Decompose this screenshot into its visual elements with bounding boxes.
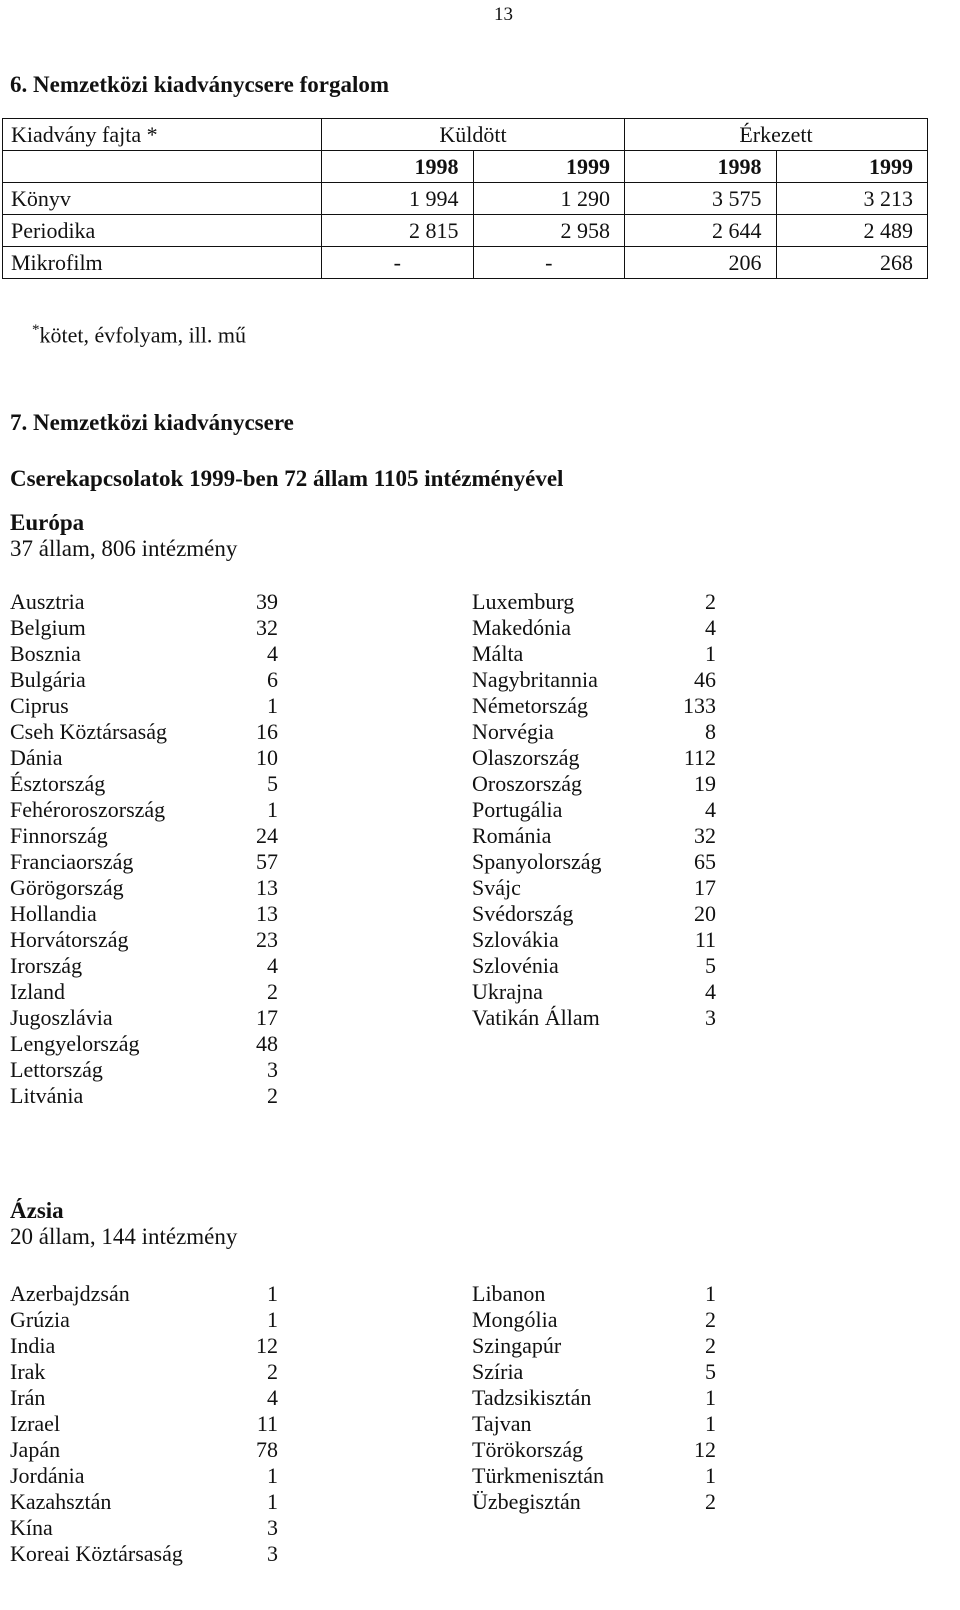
institution-count: 2 — [705, 1333, 716, 1358]
country-name: Oroszország — [472, 771, 582, 796]
country-name: Jordánia — [10, 1463, 85, 1488]
list-item — [472, 1333, 716, 1359]
cell-value: 2 489 — [776, 215, 928, 247]
institution-count: 39 — [256, 589, 278, 614]
year-header: 1999 — [776, 151, 928, 183]
cell-value: 268 — [776, 247, 928, 279]
list-item — [472, 589, 716, 615]
asia-country-list-left — [10, 1281, 278, 1567]
country-name: Kína — [10, 1515, 53, 1540]
list-item — [472, 797, 716, 823]
row-label: Periodika — [3, 215, 322, 247]
institution-count: 1 — [267, 1281, 278, 1306]
institution-count: 1 — [267, 1307, 278, 1332]
asia-title: Ázsia — [10, 1198, 64, 1223]
header-publication-type: Kiadvány fajta * — [3, 119, 322, 151]
europe-country-list-right — [472, 589, 716, 1031]
institution-count: 16 — [256, 719, 278, 744]
list-item — [472, 953, 716, 979]
list-item — [10, 1031, 278, 1057]
country-name: Litvánia — [10, 1083, 84, 1108]
table-row — [3, 215, 928, 247]
country-name: Málta — [472, 641, 524, 666]
country-name: Ukrajna — [472, 979, 543, 1004]
country-name: Jugoszlávia — [10, 1005, 113, 1030]
country-name: Mongólia — [472, 1307, 558, 1332]
list-item — [472, 1005, 716, 1031]
institution-count: 17 — [694, 875, 716, 900]
country-name: Portugália — [472, 797, 563, 822]
cell-value: 2 815 — [322, 215, 474, 247]
europe-title: Európa — [10, 510, 85, 535]
country-name: Románia — [472, 823, 552, 848]
country-name: Lengyelország — [10, 1031, 140, 1056]
country-name: Grúzia — [10, 1307, 70, 1332]
header-received: Érkezett — [625, 119, 928, 151]
institution-count: 2 — [705, 1307, 716, 1332]
country-name: Azerbajdzsán — [10, 1281, 130, 1306]
institution-count: 11 — [694, 927, 716, 952]
institution-count: 48 — [256, 1031, 278, 1056]
list-item — [10, 1005, 278, 1031]
europe-summary: 37 állam, 806 intézmény — [10, 536, 238, 561]
institution-count: 32 — [256, 615, 278, 640]
year-header: 1999 — [473, 151, 625, 183]
country-name: India — [10, 1333, 56, 1358]
list-item — [472, 745, 716, 771]
list-item — [10, 1411, 278, 1437]
country-name: Kazahsztán — [10, 1489, 112, 1514]
list-item — [10, 719, 278, 745]
list-item — [10, 667, 278, 693]
institution-count: 112 — [683, 745, 716, 770]
list-item — [10, 953, 278, 979]
list-item — [10, 979, 278, 1005]
institution-count: 57 — [256, 849, 278, 874]
institution-count: 3 — [267, 1057, 278, 1082]
year-header: 1998 — [322, 151, 474, 183]
institution-count: 19 — [694, 771, 716, 796]
institution-count: 2 — [267, 1083, 278, 1108]
cell-value: - — [322, 247, 474, 279]
list-item — [472, 615, 716, 641]
country-name: Németország — [472, 693, 589, 718]
header-sent: Küldött — [322, 119, 625, 151]
institution-count: 1 — [705, 1385, 716, 1410]
list-item — [10, 1541, 278, 1567]
list-item — [10, 1489, 278, 1515]
table-row — [3, 183, 928, 215]
institution-count: 46 — [694, 667, 716, 692]
section-6-title: 6. Nemzetközi kiadványcsere forgalom — [10, 72, 389, 97]
exchange-traffic-table — [2, 118, 928, 279]
section-7-subtitle: Cserekapcsolatok 1999-ben 72 állam 1105 intézményével — [10, 466, 564, 491]
institution-count: 17 — [256, 1005, 278, 1030]
table-header-row — [3, 119, 928, 151]
country-name: Olaszország — [472, 745, 580, 770]
cell-value: 3 575 — [625, 183, 777, 215]
list-item — [10, 1385, 278, 1411]
institution-count: 5 — [705, 1359, 716, 1384]
table-footnote — [32, 322, 246, 348]
country-name: Izrael — [10, 1411, 61, 1436]
institution-count: 2 — [705, 1489, 716, 1514]
list-item — [472, 1437, 716, 1463]
list-item — [10, 849, 278, 875]
institution-count: 65 — [694, 849, 716, 874]
country-name: Szlovénia — [472, 953, 559, 978]
europe-country-list-left — [10, 589, 278, 1109]
institution-count: 133 — [683, 693, 716, 718]
list-item — [10, 797, 278, 823]
list-item — [472, 719, 716, 745]
country-name: Irán — [10, 1385, 46, 1410]
country-name: Görögország — [10, 875, 124, 900]
footnote-text: kötet, évfolyam, ill. mű — [39, 322, 247, 348]
country-name: Cseh Köztársaság — [10, 719, 168, 744]
country-name: Libanon — [472, 1281, 546, 1306]
table-row — [3, 247, 928, 279]
year-row-empty — [3, 151, 322, 183]
country-name: Luxemburg — [472, 589, 575, 614]
institution-count: 2 — [705, 589, 716, 614]
institution-count: 4 — [267, 641, 278, 666]
list-item — [472, 875, 716, 901]
list-item — [10, 1515, 278, 1541]
country-name: Svédország — [472, 901, 574, 926]
country-name: Franciaország — [10, 849, 134, 874]
institution-count: 6 — [267, 667, 278, 692]
institution-count: 12 — [256, 1333, 278, 1358]
country-name: Belgium — [10, 615, 86, 640]
list-item — [472, 693, 716, 719]
institution-count: 3 — [267, 1515, 278, 1540]
institution-count: 1 — [705, 641, 716, 666]
institution-count: 1 — [267, 1489, 278, 1514]
institution-count: 3 — [267, 1541, 278, 1566]
country-name: Makedónia — [472, 615, 571, 640]
list-item — [472, 771, 716, 797]
country-name: Ciprus — [10, 693, 69, 718]
institution-count: 24 — [256, 823, 278, 848]
institution-count: 1 — [267, 797, 278, 822]
institution-count: 4 — [705, 979, 716, 1004]
country-name: Hollandia — [10, 901, 97, 926]
country-name: Lettország — [10, 1057, 103, 1082]
cell-value: 1 994 — [322, 183, 474, 215]
row-label: Könyv — [3, 183, 322, 215]
institution-count: 2 — [267, 1359, 278, 1384]
institution-count: 5 — [705, 953, 716, 978]
list-item — [10, 927, 278, 953]
country-name: Ausztria — [10, 589, 85, 614]
list-item — [10, 693, 278, 719]
list-item — [472, 1281, 716, 1307]
institution-count: 78 — [256, 1437, 278, 1462]
country-name: Irország — [10, 953, 83, 978]
institution-count: 4 — [267, 1385, 278, 1410]
list-item — [10, 1307, 278, 1333]
list-item — [10, 875, 278, 901]
institution-count: 32 — [694, 823, 716, 848]
institution-count: 10 — [256, 745, 278, 770]
list-item — [10, 901, 278, 927]
page-number: 13 — [494, 4, 513, 25]
list-item — [10, 771, 278, 797]
country-name: Izland — [10, 979, 65, 1004]
institution-count: 4 — [267, 953, 278, 978]
institution-count: 20 — [694, 901, 716, 926]
country-name: Üzbegisztán — [472, 1489, 581, 1514]
list-item — [472, 1359, 716, 1385]
list-item — [472, 641, 716, 667]
institution-count: 12 — [694, 1437, 716, 1462]
country-name: Szingapúr — [472, 1333, 562, 1358]
institution-count: 1 — [267, 693, 278, 718]
institution-count: 1 — [705, 1463, 716, 1488]
list-item — [10, 823, 278, 849]
asia-country-list-right — [472, 1281, 716, 1515]
section-7-title: 7. Nemzetközi kiadványcsere — [10, 410, 294, 435]
list-item — [10, 1057, 278, 1083]
institution-count: 4 — [705, 797, 716, 822]
list-item — [472, 1489, 716, 1515]
country-name: Koreai Köztársaság — [10, 1541, 183, 1566]
country-name: Bulgária — [10, 667, 86, 692]
list-item — [472, 823, 716, 849]
list-item — [10, 1359, 278, 1385]
institution-count: 8 — [705, 719, 716, 744]
list-item — [10, 589, 278, 615]
list-item — [10, 615, 278, 641]
country-name: Bosznia — [10, 641, 81, 666]
institution-count: 4 — [705, 615, 716, 640]
list-item — [472, 1385, 716, 1411]
country-name: Nagybritannia — [472, 667, 598, 692]
cell-value: 3 213 — [776, 183, 928, 215]
cell-value: 206 — [625, 247, 777, 279]
institution-count: 1 — [267, 1463, 278, 1488]
country-name: Vatikán Állam — [472, 1005, 600, 1030]
list-item — [472, 1411, 716, 1437]
institution-count: 23 — [256, 927, 278, 952]
table-years-row — [3, 151, 928, 183]
country-name: Türkmenisztán — [472, 1463, 604, 1488]
cell-value: 2 644 — [625, 215, 777, 247]
country-name: Norvégia — [472, 719, 554, 744]
country-name: Tadzsikisztán — [472, 1385, 592, 1410]
row-label: Mikrofilm — [3, 247, 322, 279]
list-item — [10, 1083, 278, 1109]
list-item — [472, 927, 716, 953]
institution-count: 1 — [705, 1281, 716, 1306]
institution-count: 3 — [705, 1005, 716, 1030]
list-item — [10, 1281, 278, 1307]
country-name: Szlovákia — [472, 927, 559, 952]
country-name: Tajvan — [472, 1411, 532, 1436]
list-item — [10, 641, 278, 667]
country-name: Horvátország — [10, 927, 129, 952]
list-item — [472, 979, 716, 1005]
list-item — [472, 667, 716, 693]
institution-count: 1 — [705, 1411, 716, 1436]
country-name: Szíria — [472, 1359, 524, 1384]
cell-value: 1 290 — [473, 183, 625, 215]
asia-summary: 20 állam, 144 intézmény — [10, 1224, 238, 1249]
country-name: Svájc — [472, 875, 521, 900]
country-name: Fehéroroszország — [10, 797, 166, 822]
country-name: Irak — [10, 1359, 46, 1384]
country-name: Spanyolország — [472, 849, 602, 874]
list-item — [472, 849, 716, 875]
footnote-mark: * — [32, 322, 40, 338]
list-item — [472, 1463, 716, 1489]
cell-value: - — [473, 247, 625, 279]
list-item — [10, 745, 278, 771]
list-item — [10, 1333, 278, 1359]
institution-count: 13 — [256, 875, 278, 900]
list-item — [472, 901, 716, 927]
cell-value: 2 958 — [473, 215, 625, 247]
institution-count: 11 — [256, 1411, 278, 1436]
institution-count: 13 — [256, 901, 278, 926]
country-name: Törökország — [472, 1437, 584, 1462]
country-name: Észtország — [10, 771, 106, 796]
institution-count: 2 — [267, 979, 278, 1004]
list-item — [10, 1463, 278, 1489]
institution-count: 5 — [267, 771, 278, 796]
year-header: 1998 — [625, 151, 777, 183]
country-name: Japán — [10, 1437, 61, 1462]
country-name: Dánia — [10, 745, 63, 770]
list-item — [10, 1437, 278, 1463]
list-item — [472, 1307, 716, 1333]
country-name: Finnország — [10, 823, 108, 848]
